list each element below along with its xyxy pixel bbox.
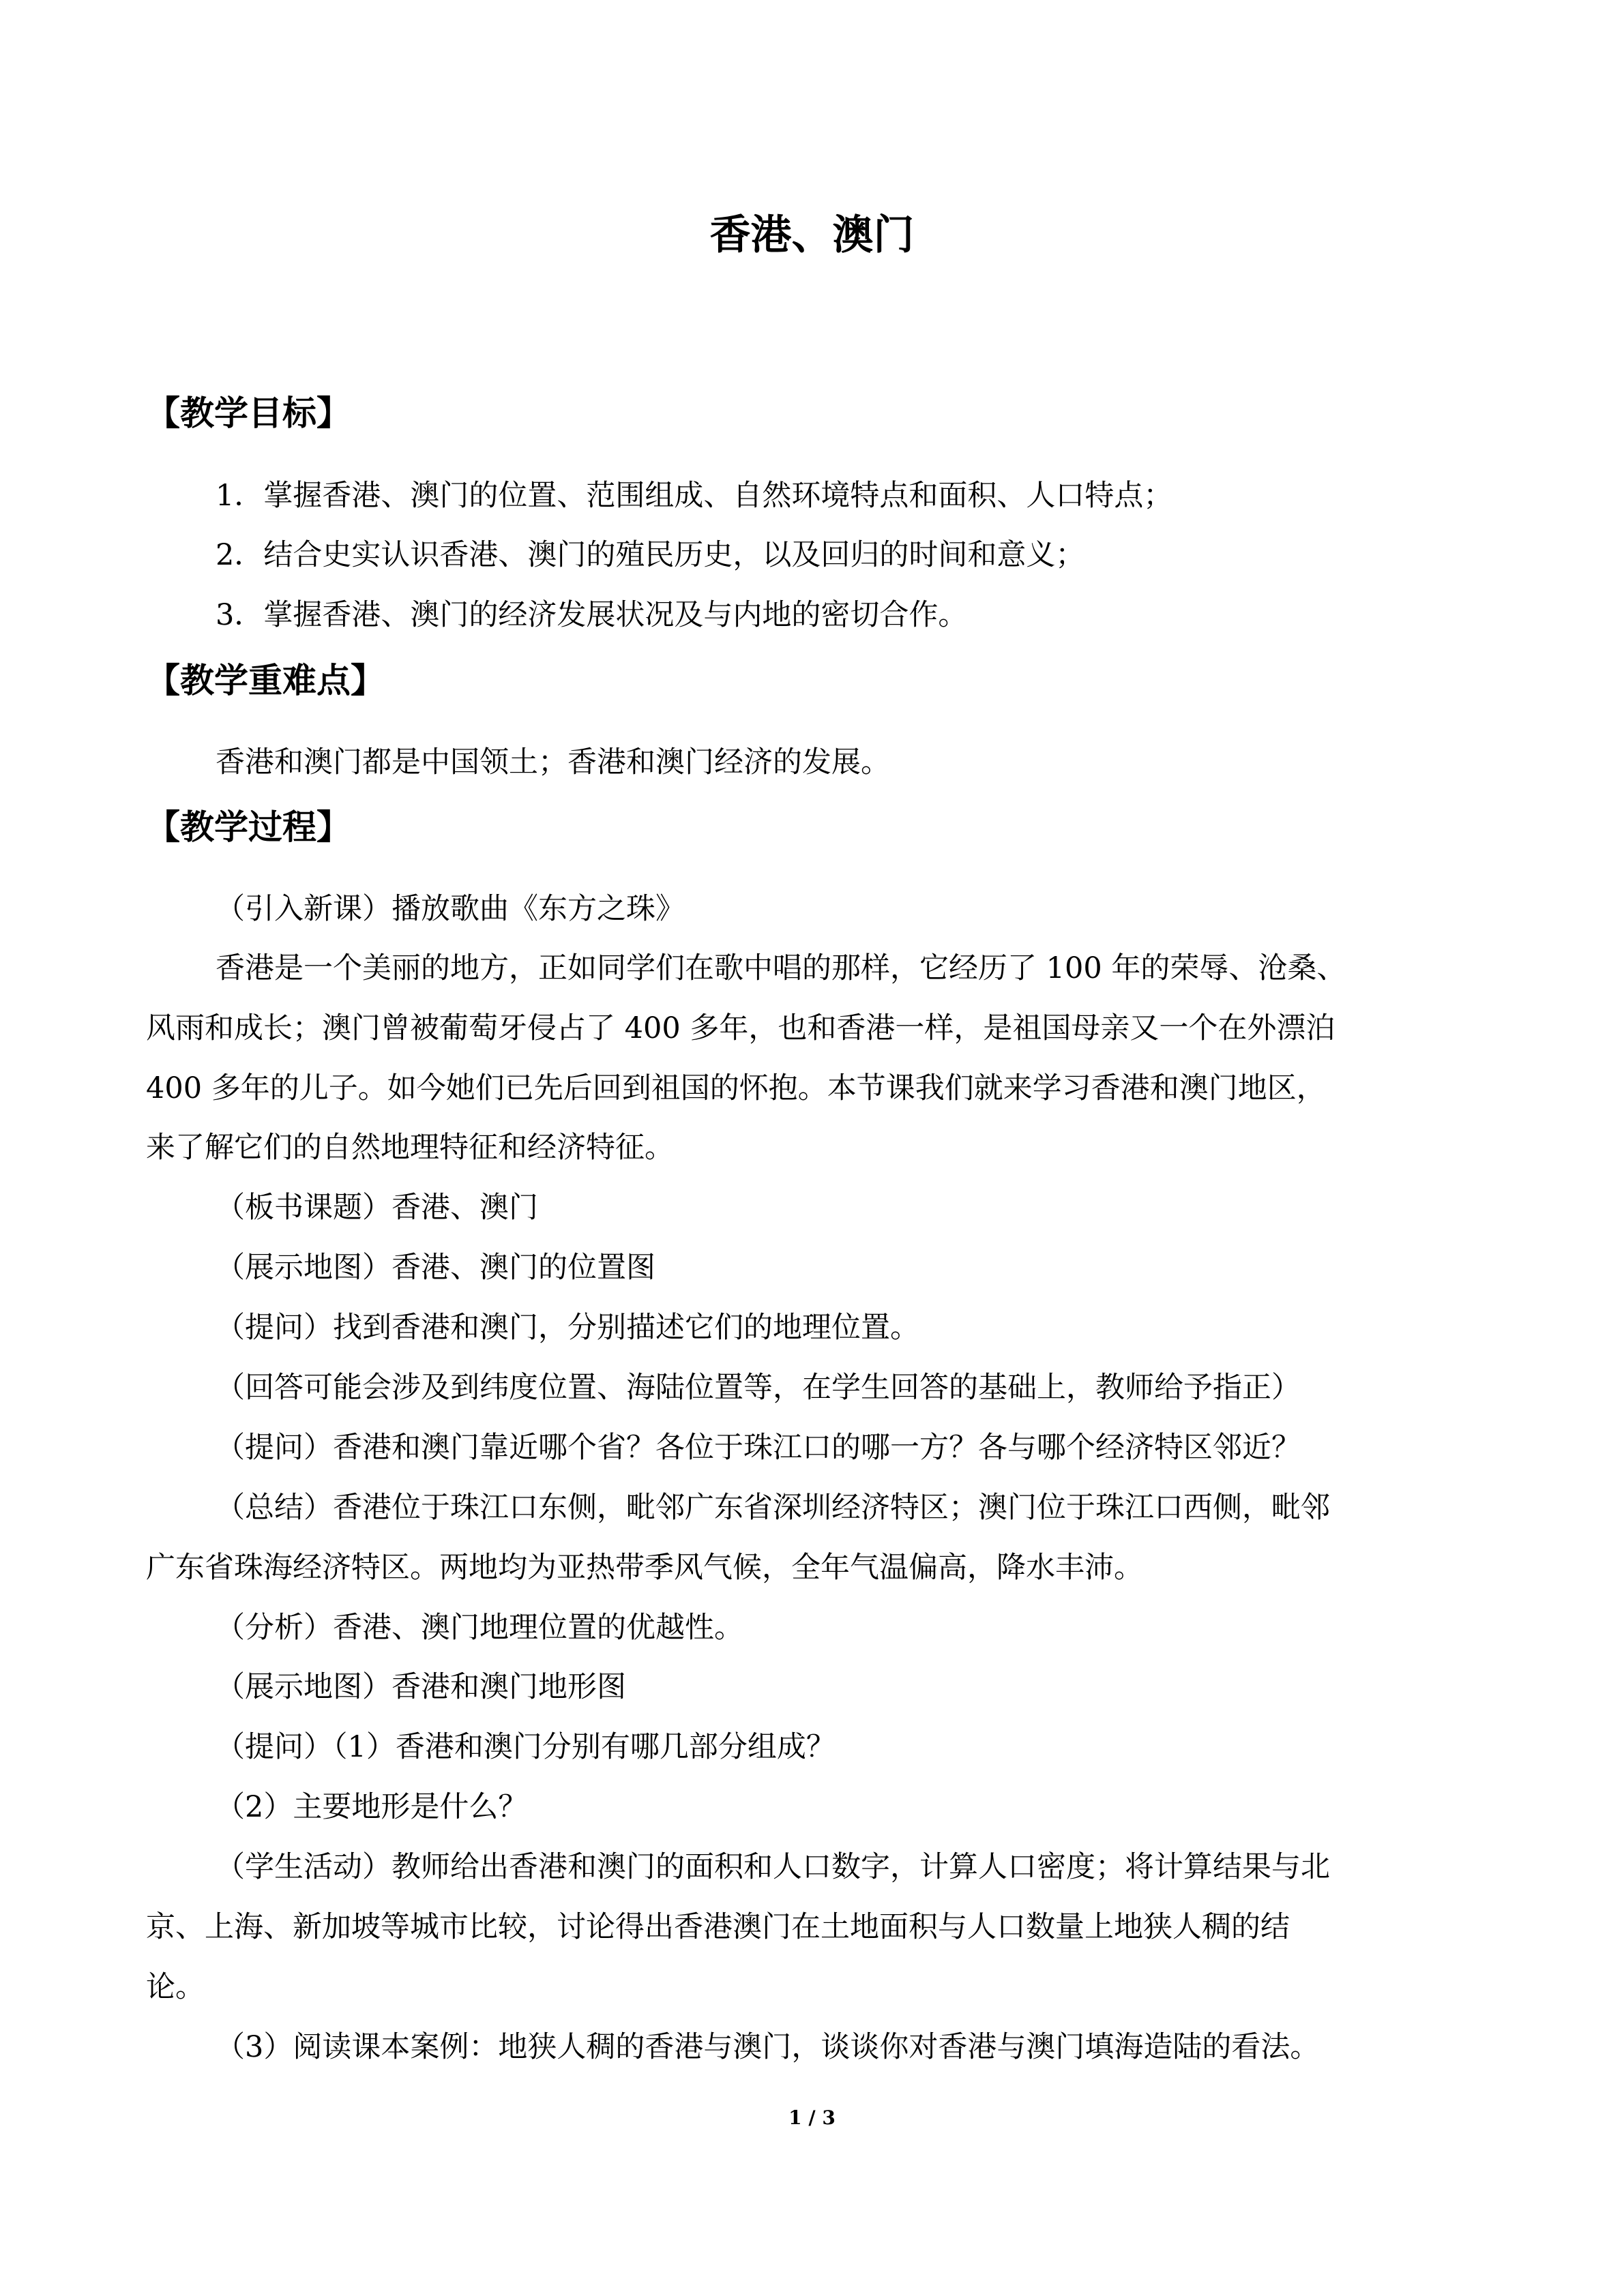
process-line: （展示地图）香港和澳门地形图	[216, 1670, 626, 1704]
process-line: （提问）香港和澳门靠近哪个省？各位于珠江口的哪一方？各与哪个经济特区邻近？	[216, 1431, 1301, 1465]
process-line: （提问）（1）香港和澳门分别有哪几部分组成？	[216, 1730, 836, 1764]
process-line: （3）阅读课本案例：地狭人稠的香港与澳门，谈谈你对香港与澳门填海造陆的看法。	[216, 2030, 1320, 2064]
process-line: （引入新课）播放歌曲《东方之珠》	[216, 892, 685, 926]
process-line: （总结）香港位于珠江口东侧，毗邻广东省深圳经济特区；澳门位于珠江口西侧，毗邻	[216, 1491, 1330, 1525]
process-line: （提问）找到香港和澳门，分别描述它们的地理位置。	[216, 1311, 919, 1345]
process-line: 来了解它们的自然地理特征和经济特征。	[146, 1131, 674, 1165]
process-line: （学生活动）教师给出香港和澳门的面积和人口数字，计算人口密度；将计算结果与北	[216, 1850, 1330, 1884]
process-line: （分析）香港、澳门地理位置的优越性。	[216, 1611, 743, 1645]
process-line: 400 多年的儿子。如今她们已先后回到祖国的怀抱。本节课我们就来学习香港和澳门地区，	[146, 1071, 1326, 1105]
process-line: （回答可能会涉及到纬度位置、海陆位置等，在学生回答的基础上，教师给予指正）	[216, 1371, 1301, 1405]
section-heading-objectives: 【教学目标】	[146, 393, 351, 433]
objective-line-1: 1．掌握香港、澳门的位置、范围组成、自然环境特点和面积、人口特点；	[216, 479, 1173, 513]
section-heading-process: 【教学过程】	[146, 807, 351, 847]
process-line: 广东省珠海经济特区。两地均为亚热带季风气候，全年气温偏高，降水丰沛。	[146, 1551, 1143, 1585]
process-line: 京、上海、新加坡等城市比较，讨论得出香港澳门在土地面积与人口数量上地狭人稠的结	[146, 1910, 1290, 1944]
objective-line-2: 2．结合史实认识香港、澳门的殖民历史，以及回归的时间和意义；	[216, 538, 1085, 572]
section-heading-key-points: 【教学重难点】	[146, 661, 385, 700]
process-line: 香港是一个美丽的地方，正如同学们在歌中唱的那样，它经历了 100 年的荣辱、沧桑、	[216, 951, 1346, 985]
process-line: 论。	[146, 1970, 205, 2004]
process-line: （2）主要地形是什么？	[216, 1790, 528, 1824]
key-points-line-1: 香港和澳门都是中国领土；香港和澳门经济的发展。	[216, 745, 890, 779]
page-number: 1 / 3	[788, 2106, 836, 2129]
process-line: 风雨和成长；澳门曾被葡萄牙侵占了 400 多年，也和香港一样，是祖国母亲又一个在外漂泊	[146, 1011, 1335, 1045]
objective-line-3: 3．掌握香港、澳门的经济发展状况及与内地的密切合作。	[216, 598, 968, 632]
document-title: 香港、澳门	[709, 211, 915, 259]
process-line: （板书课题）香港、澳门	[216, 1191, 538, 1225]
process-line: （展示地图）香港、澳门的位置图	[216, 1251, 655, 1285]
